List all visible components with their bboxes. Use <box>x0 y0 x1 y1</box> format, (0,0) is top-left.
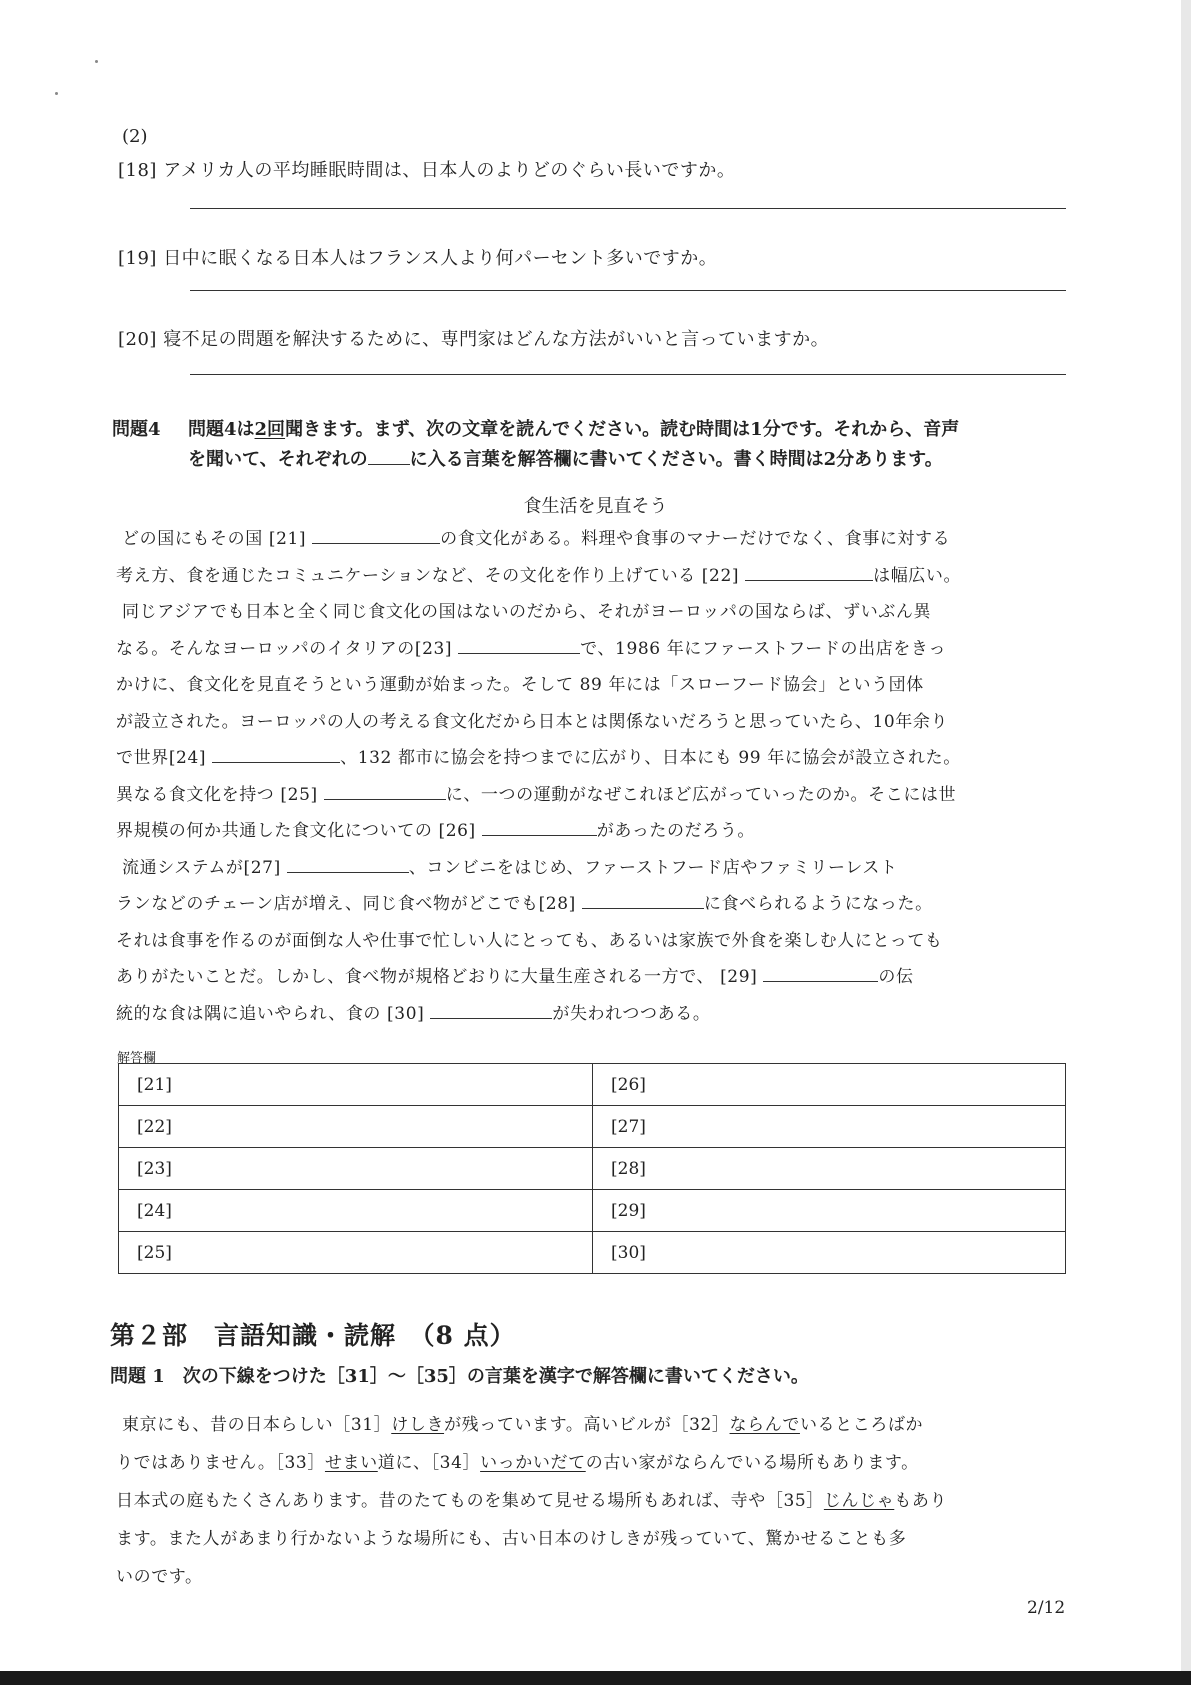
part2-mondai1: 問題 1 次の下線をつけた［31］～［35］の言葉を漢字で解答欄に書いてください。 <box>110 1366 809 1387</box>
passage-line: が設立された。ヨーロッパの人の考える食文化だから日本とは関係ないだろうと思っていたら、10年余り <box>116 711 949 732</box>
answer-cell[interactable]: [26] <box>593 1064 1066 1106</box>
blank-25[interactable] <box>324 785 446 800</box>
blank-27[interactable] <box>287 858 409 873</box>
answer-line-18[interactable] <box>190 208 1066 209</box>
answer-cell[interactable]: [23] <box>119 1148 593 1190</box>
part2-passage <box>116 1406 1081 1596</box>
instr-underlined: 2回 <box>254 419 286 440</box>
passage-line: 異なる食文化を持つ [25] に、一つの運動がなぜこれほど広がっていったのか。そこには世 <box>116 784 957 805</box>
section-number: (2) <box>122 126 148 147</box>
instr-text: 問題4は <box>188 419 255 440</box>
answer-cell[interactable]: [28] <box>593 1148 1066 1190</box>
question-text: アメリカ人の平均睡眠時間は、日本人のよりどのぐらい長いですか。 <box>163 160 736 181</box>
passage-line: いのです。 <box>116 1567 203 1587</box>
blank-label-27: [27] <box>243 857 281 878</box>
question-18 <box>118 158 735 184</box>
passage-line: なる。そんなヨーロッパのイタリアの[23] で、1986 年にファーストフードの出店をきっ <box>116 638 947 659</box>
passage-line: ます。また人があまり行かないような場所にも、古い日本のけしきが残っていて、驚かせることも多 <box>116 1529 907 1549</box>
answer-cell[interactable]: [29] <box>593 1190 1066 1232</box>
answer-cell[interactable]: [21] <box>119 1064 593 1106</box>
instr-blank <box>368 450 410 465</box>
answer-table <box>118 1063 1066 1274</box>
table-row <box>119 1064 1066 1106</box>
page-number: 2/12 <box>1027 1598 1066 1618</box>
answer-cell[interactable]: [24] <box>119 1190 593 1232</box>
blank-22[interactable] <box>745 566 873 581</box>
passage-line: かけに、食文化を見直そうという運動が始まった。そして 89 年には「スローフード協会」という団体 <box>116 675 924 695</box>
answer-cell[interactable]: [30] <box>593 1232 1066 1274</box>
passage-line: りではありません。［33］せまい道に、［34］いっかいだての古い家がならんでいる場所もあります。 <box>116 1453 919 1473</box>
scan-speck <box>95 60 98 63</box>
question-number: [19] <box>118 248 157 269</box>
answer-cell[interactable]: [27] <box>593 1106 1066 1148</box>
blank-28[interactable] <box>582 894 704 909</box>
table-row <box>119 1148 1066 1190</box>
passage-line: 日本式の庭もたくさんあります。昔のたてものを集めて見せる場所もあれば、寺や［35］じんじゃもあり <box>116 1491 948 1511</box>
answer-cell[interactable]: [22] <box>119 1106 593 1148</box>
passage-line: で世界[24] 、132 都市に協会を持つまでに広がり、日本にも 99 年に協会が設立された。 <box>116 748 961 768</box>
passage-line: ランなどのチェーン店が増え、同じ食べ物がどこでも[28] に食べられるようになった。 <box>116 894 933 914</box>
question-19 <box>118 246 717 272</box>
instr-text: 聞きます。まず、次の文章を読んでください。読む時間は1分です。それから、音声 <box>285 419 960 440</box>
scan-speck <box>55 92 58 95</box>
blank-label-30: [30] <box>387 1003 425 1024</box>
passage-line: 同じアジアでも日本と全く同じ食文化の国はないのだから、それがヨーロッパの国ならば、ずいぶん異 <box>122 602 932 622</box>
blank-30[interactable] <box>430 1004 552 1019</box>
passage <box>116 521 1076 1032</box>
blank-label-23: [23] <box>414 638 453 659</box>
question-text: 寝不足の問題を解決するために、専門家はどんな方法がいいと言っていますか。 <box>163 329 830 350</box>
blank-21[interactable] <box>312 529 440 544</box>
passage-line: どの国にもその国 [21] の食文化がある。料理や食事のマナーだけでなく、食事に対する <box>122 529 951 549</box>
passage-title: 食生活を見直そう <box>523 496 668 517</box>
underlined-31: けしき <box>391 1415 445 1435</box>
table-row <box>119 1190 1066 1232</box>
answer-line-20[interactable] <box>190 374 1066 375</box>
passage-line: 統的な食は隅に追いやられ、食の [30] が失われつつある。 <box>116 1003 711 1024</box>
underlined-35: じんじゃ <box>823 1491 895 1511</box>
scan-edge-bottom <box>0 1671 1191 1685</box>
blank-26[interactable] <box>482 821 597 836</box>
instr-text: に入る言葉を解答欄に書いてください。書く時間は2分あります。 <box>409 449 943 470</box>
blank-label-24: [24] <box>168 748 207 768</box>
question-number: [18] <box>118 160 157 181</box>
table-row <box>119 1106 1066 1148</box>
blank-label-22: [22] <box>701 565 740 586</box>
answer-line-19[interactable] <box>190 290 1066 291</box>
passage-line: 界規模の何か共通した食文化についての [26] があったのだろう。 <box>116 821 756 841</box>
blank-23[interactable] <box>458 639 580 654</box>
blank-label-29: [29] <box>720 967 758 987</box>
question-20 <box>118 327 829 353</box>
underlined-32: ならんで <box>729 1415 800 1435</box>
question-number: [20] <box>118 329 157 350</box>
blank-label-28: [28] <box>538 894 576 914</box>
passage-line: 流通システムが[27] 、コンビニをはじめ、ファーストフード店やファミリーレスト <box>122 857 898 878</box>
part2-title: 第２部 言語知識・読解 （8 点） <box>110 1321 516 1350</box>
blank-label-21: [21] <box>268 529 307 549</box>
blank-label-25: [25] <box>280 784 318 805</box>
passage-line: 考え方、食を通じたコミュニケーションなど、その文化を作り上げている [22] は幅広い。 <box>116 565 962 586</box>
passage-line: 東京にも、昔の日本らしい［31］けしきが残っています。高いビルが［32］ならんでいるところばか <box>122 1415 924 1435</box>
passage-line: それは食事を作るのが面倒な人や仕事で忙しい人にとっても、あるいは家族で外食を楽しむ人にとっても <box>116 930 943 951</box>
answer-cell[interactable]: [25] <box>119 1232 593 1274</box>
underlined-34: いっかいだて <box>480 1453 586 1473</box>
passage-line: ありがたいことだ。しかし、食べ物が規格どおりに大量生産される一方で、 [29] の伝 <box>116 967 914 987</box>
mondai4-label: 問題4 <box>112 419 161 440</box>
underlined-33: せまい <box>324 1453 378 1473</box>
instr-text: を聞いて、それぞれの <box>188 449 368 470</box>
scan-edge-right <box>1181 0 1191 1685</box>
table-row <box>119 1232 1066 1274</box>
blank-29[interactable] <box>763 967 878 982</box>
blank-24[interactable] <box>212 748 340 763</box>
question-text: 日中に眠くなる日本人はフランス人より何パーセント多いですか。 <box>163 248 718 269</box>
mondai4-instructions <box>188 415 1078 475</box>
answer-table-caption: 解答欄 <box>117 1051 157 1066</box>
blank-label-26: [26] <box>438 821 476 841</box>
